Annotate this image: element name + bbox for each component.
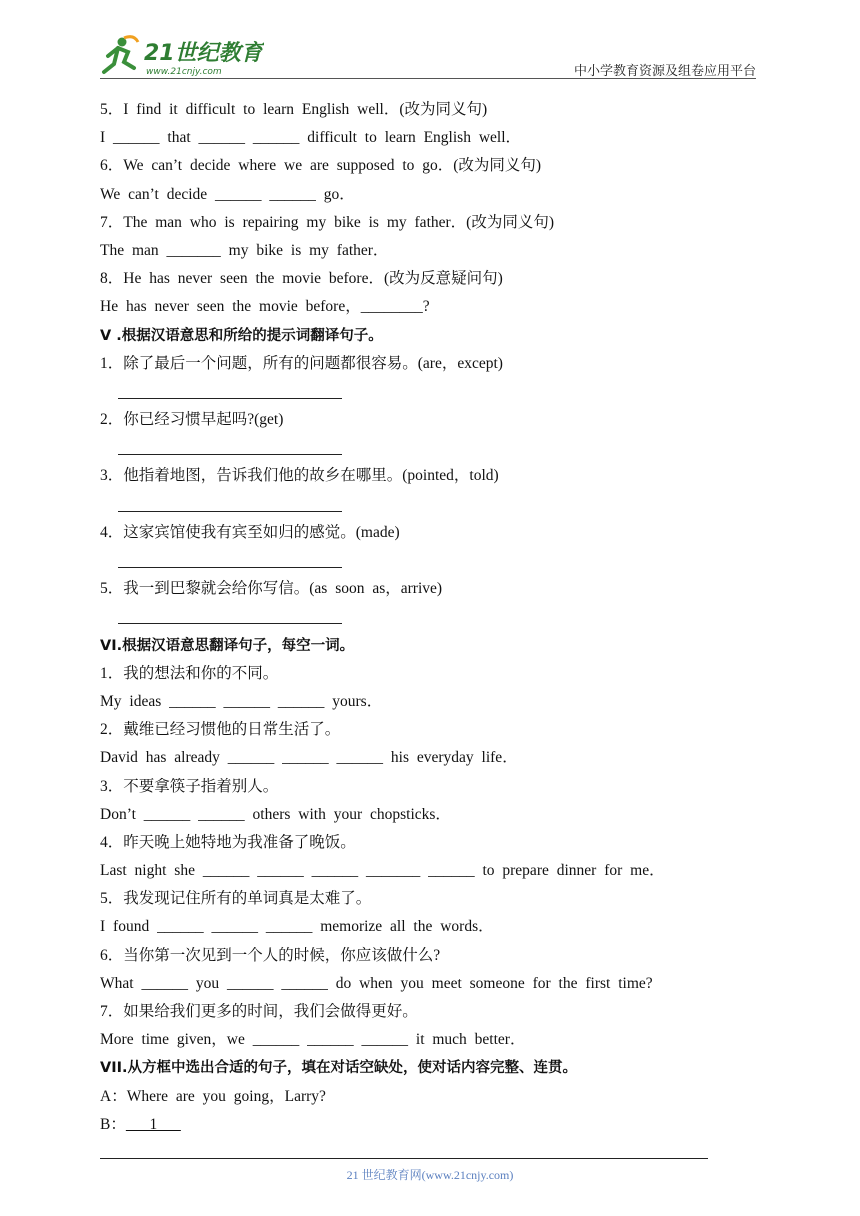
exercise-line: 4．昨天晚上她特地为我准备了晚饭。	[100, 833, 356, 851]
exercise-line: 7．如果给我们更多的时间，我们会做得更好。	[100, 1003, 418, 1020]
platform-name: 中小学教育资源及组卷应用平台	[573, 64, 756, 79]
exercise-line: We can’t decide ______ ______ go．	[100, 185, 355, 203]
exercise-line: 6．当你第一次见到一个人的时候，你应该做什么?	[100, 946, 441, 964]
exercise-line: He has never seen the movie before，________?	[100, 298, 430, 316]
section-heading: V .根据汉语意思和所给的提示词翻译句子。	[100, 327, 383, 344]
exercise-line: 1．除了最后一个问题，所有的问题都很容易。(are，except)	[100, 354, 503, 372]
page-header	[0, 0, 860, 82]
exercise-line: 5．我一到巴黎就会给你写信。(as soon as，arrive)	[100, 580, 443, 598]
exercise-line: I found ______ ______ ______ memorize all the words．	[100, 918, 494, 936]
dialogue-line	[100, 1111, 760, 1139]
exercise-line: Last night she ______ ______ ______ _______ ______ to prepare dinner for me．	[100, 862, 665, 880]
exercise-line: 1．我的想法和你的不同。	[100, 664, 279, 682]
exercise-line: David has already ______ ______ ______ his everyday life．	[100, 749, 518, 767]
speaker-label: B：	[100, 1115, 126, 1133]
exercise-line: More time given，we ______ ______ ______ it much better．	[100, 1031, 526, 1049]
section-heading: VI.根据汉语意思翻译句子，每空一词。	[100, 637, 355, 654]
answer-underline[interactable]	[118, 567, 342, 568]
header-divider	[100, 78, 756, 79]
exercise-line: 2．你已经习惯早起吗?(get)	[100, 411, 284, 429]
exercise-line: I ______ that ______ ______ difficult to learn English well．	[100, 129, 522, 147]
site-logo	[94, 34, 264, 78]
exercise-line: 3．不要拿筷子指着别人。	[100, 777, 279, 795]
page-footer: 21 世纪教育网(www.21cnjy.com)	[346, 1168, 514, 1182]
section-heading: VII.从方框中选出合适的句子，填在对话空缺处，使对话内容完整、连贯。	[100, 1060, 578, 1077]
answer-underline[interactable]	[118, 623, 342, 624]
answer-blank-line	[100, 434, 760, 462]
answer-blank-line	[100, 378, 760, 406]
exercise-line: 3．他指着地图，告诉我们他的故乡在哪里。(pointed，told)	[100, 467, 499, 485]
answer-blank-line	[100, 547, 760, 575]
answer-underline[interactable]	[118, 454, 342, 455]
exercise-line: 2．戴维已经习惯他的日常生活了。	[100, 721, 341, 739]
exercise-line: 6．We can’t decide where we are supposed to go．(改为同义句)	[100, 157, 542, 175]
exercise-line: 7．The man who is repairing my bike is my father．(改为同义句)	[100, 213, 554, 231]
exercise-line: 8．He has never seen the movie before．(改为反意疑问句)	[100, 270, 503, 288]
answer-underline[interactable]	[118, 398, 342, 399]
exercise-line: A：Where are you going，Larry?	[100, 1087, 326, 1105]
svg-text:21世纪教育: 21世纪教育	[144, 41, 263, 66]
exercise-line: The man _______ my bike is my father．	[100, 241, 389, 259]
answer-blank-line	[100, 491, 760, 519]
exercise-content	[100, 96, 760, 1139]
exercise-line: My ideas ______ ______ ______ yours．	[100, 692, 383, 710]
exercise-line: 5．我发现记住所有的单词真是太难了。	[100, 890, 372, 908]
answer-underline[interactable]	[118, 511, 342, 512]
answer-blank-line	[100, 603, 760, 631]
exercise-line: 4．这家宾馆使我有宾至如归的感觉。(made)	[100, 523, 400, 541]
exercise-line: What ______ you ______ ______ do when you meet someone for the first time?	[100, 974, 653, 992]
exercise-line: 5．I find it difficult to learn English well．(改为同义句)	[100, 101, 488, 118]
exercise-line: Don’t ______ ______ others with your chopsticks．	[100, 805, 451, 823]
svg-text:www.21cnjy.com: www.21cnjy.com	[146, 67, 222, 77]
footer-divider	[100, 1158, 708, 1159]
answer-slot[interactable]: 1	[125, 1115, 181, 1133]
